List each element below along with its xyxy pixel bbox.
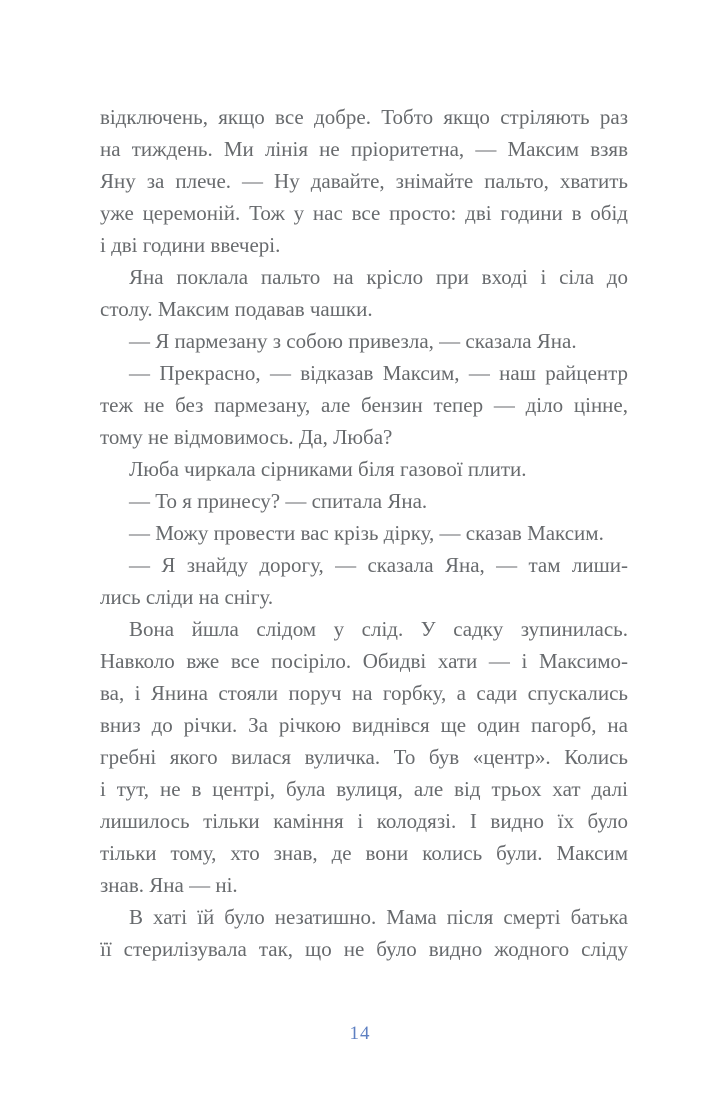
text-line: відключень, якщо все добре. Тобто якщо стріляють раз	[100, 105, 628, 129]
text-line: вниз до річки. За річкою виднівся ще один пагорб, на	[100, 713, 628, 737]
text-line: Люба чиркала сірниками біля газової плити.	[129, 457, 527, 481]
text-line: теж не без пармезану, але бензин тепер — діло цінне,	[100, 393, 628, 417]
text-line: — Можу провести вас крізь дірку, — сказав Максим.	[129, 521, 604, 545]
text-line: Навколо вже все посіріло. Обидві хати — і Максимо-	[100, 649, 628, 673]
text-line: ва, і Янина стояли поруч на горбку, а сади спускались	[100, 681, 628, 705]
text-line: Вона йшла слідом у слід. У садку зупинилась.	[129, 617, 628, 641]
text-line: — Я пармезану з собою привезла, — сказала Яна.	[129, 329, 577, 353]
text-line: — Я знайду дорогу, — сказала Яна, — там лиши-	[129, 553, 628, 577]
text-line: — То я принесу? — спитала Яна.	[129, 489, 428, 513]
page-text	[100, 101, 628, 965]
text-line: тому не відмовимось. Да, Люба?	[100, 425, 393, 449]
text-line: і дві години ввечері.	[100, 233, 281, 257]
text-line: столу. Максим подавав чашки.	[100, 297, 373, 321]
text-line: знав. Яна — ні.	[100, 873, 238, 897]
text-line: тільки тому, хто знав, де вони колись були. Максим	[100, 841, 628, 865]
text-line: її стерилізувала так, що не було видно жодного сліду	[100, 937, 628, 961]
text-line: Яна поклала пальто на крісло при вході і сіла до	[129, 265, 628, 289]
text-line: лишилось тільки каміння і колодязі. І видно їх було	[100, 809, 628, 833]
text-line: Яну за плече. — Ну давайте, знімайте пальто, хватить	[100, 169, 628, 193]
text-line: В хаті їй було незатишно. Мама після смерті батька	[129, 905, 628, 929]
text-line: лись сліди на снігу.	[100, 585, 274, 609]
text-line: — Прекрасно, — відказав Максим, — наш райцентр	[129, 361, 628, 385]
text-line: на тиждень. Ми лінія не пріоритетна, — Максим взяв	[100, 137, 628, 161]
text-line: гребні якого вилася вуличка. То був «центр». Колись	[100, 745, 628, 769]
page-number: 14	[349, 1023, 371, 1044]
text-line: уже церемоній. Тож у нас все просто: дві години в обід	[100, 201, 628, 225]
text-line: і тут, не в центрі, була вулиця, але від трьох хат далі	[100, 777, 628, 801]
